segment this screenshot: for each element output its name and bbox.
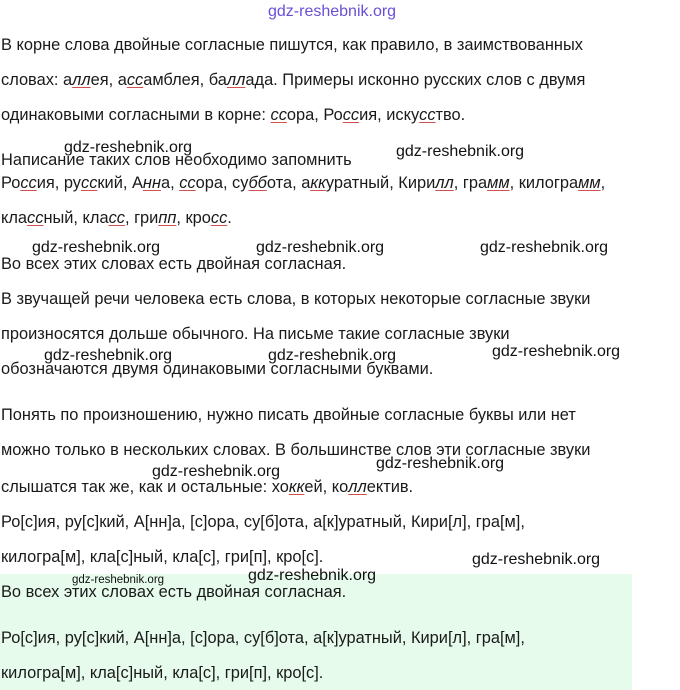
watermark: gdz-reshebnik.org [492, 343, 621, 360]
text-line: слышатся так же, как и остальные: хоккей, коллектив. [1, 478, 414, 496]
text-line: произносятся дольше обычного. На письме такие согласные звуки [1, 325, 510, 343]
watermark: gdz-reshebnik.org [44, 347, 173, 364]
text-line: Во всех этих словах есть двойная согласная. [1, 255, 347, 273]
text-line: Россия, русский, Анна, ссора, суббота, аккуратный, Кирилл, грамм, килограмм, [1, 174, 606, 192]
text-line: одинаковыми согласными в корне: ссора, Россия, искусство. [1, 106, 466, 124]
text-line: Написание таких слов необходимо запомнить [1, 151, 352, 169]
text-line: словах: аллея, ассамблея, баллада. Примеры исконно русских слов с двумя [1, 71, 586, 89]
text-line: классный, класс, грипп, кросс. [1, 209, 232, 227]
watermark: gdz-reshebnik.org [396, 143, 525, 160]
answer-line: килогра[м], кла[с]ный, кла[с], гри[п], кро[с]. [1, 664, 324, 682]
watermark: gdz-reshebnik.org [72, 574, 165, 586]
watermark: gdz-reshebnik.org [268, 347, 397, 364]
text-line: обозначаются двумя одинаковыми согласными буквами. [1, 360, 434, 378]
watermark: gdz-reshebnik.org [480, 239, 609, 256]
answer-line: Ро[с]ия, ру[с]кий, А[нн]а, [с]ора, су[б]ота, а[к]уратный, Кири[л], гра[м], [1, 629, 525, 647]
watermark: gdz-reshebnik.org [152, 463, 281, 480]
watermark: gdz-reshebnik.org [64, 139, 193, 156]
text-line: В корне слова двойные согласные пишутся, как правило, в заимствованных [1, 36, 583, 54]
watermark: gdz-reshebnik.org [268, 3, 397, 20]
text-line: килогра[м], кла[с]ный, кла[с], гри[п], кро[с]. [1, 548, 324, 566]
watermark: gdz-reshebnik.org [376, 455, 505, 472]
text-line: Ро[с]ия, ру[с]кий, А[нн]а, [с]ора, су[б]ота, а[к]уратный, Кири[л], гра[м], [1, 513, 525, 531]
watermark: gdz-reshebnik.org [472, 551, 601, 568]
watermark: gdz-reshebnik.org [32, 239, 161, 256]
text-line: можно только в нескольких словах. В большинстве слов эти согласные звуки [1, 441, 591, 459]
watermark: gdz-reshebnik.org [256, 239, 385, 256]
text-line: В звучащей речи человека есть слова, в которых некоторые согласные звуки [1, 290, 591, 308]
watermark: gdz-reshebnik.org [248, 567, 377, 584]
text-line: Понять по произношению, нужно писать двойные согласные буквы или нет [1, 406, 576, 424]
answer-line: Во всех этих словах есть двойная согласная. [1, 583, 347, 601]
